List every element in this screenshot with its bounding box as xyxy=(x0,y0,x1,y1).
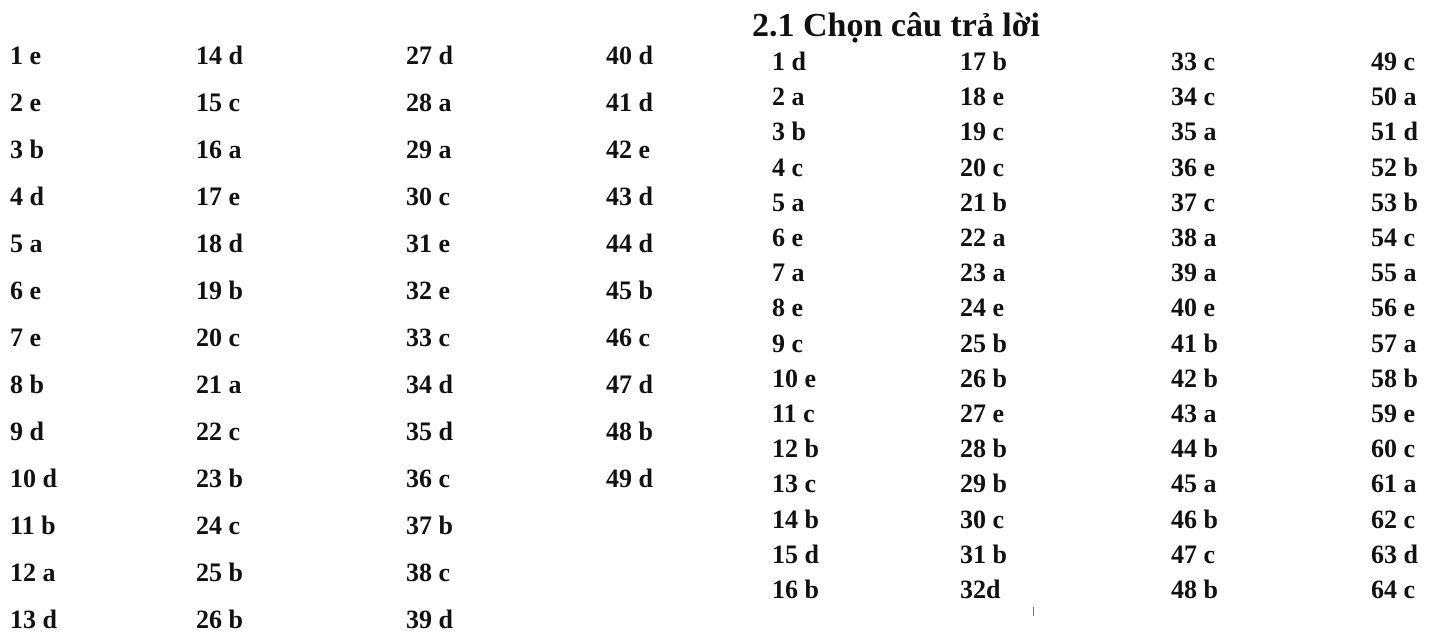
right-answer-cell: 20 c xyxy=(960,152,1005,182)
right-answer-cell: 17 b xyxy=(960,47,1007,76)
right-answer-cell: 1 d xyxy=(772,47,806,76)
right-answer-cell: 52 b xyxy=(1371,152,1418,182)
right-answer-cell: 28 b xyxy=(960,434,1007,464)
right-answer-cell: 50 a xyxy=(1371,82,1417,112)
left-answer-cell: 44 d xyxy=(606,229,653,258)
right-answer-cell: 27 e xyxy=(960,399,1005,428)
right-answer-cell: 30 c xyxy=(960,504,1005,534)
right-answer-cell: 41 b xyxy=(1171,328,1218,358)
right-answer-cell: 25 b xyxy=(960,328,1007,358)
right-answer-cell: 15 d xyxy=(772,539,819,569)
left-answer-cell: 35 d xyxy=(406,417,453,446)
left-answer-cell: 13 d xyxy=(10,605,57,634)
left-answer-cell: 2 e xyxy=(10,88,42,117)
right-answer-cell: 58 b xyxy=(1371,363,1418,393)
left-answer-cell: 33 c xyxy=(406,323,451,352)
left-answer-cell: 40 d xyxy=(606,41,653,70)
left-answer-cell: 34 d xyxy=(406,370,453,399)
left-answer-cell: 24 c xyxy=(196,511,241,540)
right-answer-cell: 12 b xyxy=(772,434,819,464)
left-answer-cell: 3 b xyxy=(10,135,44,164)
right-answer-cell: 47 c xyxy=(1171,539,1216,569)
right-answer-cell: 60 c xyxy=(1371,434,1416,464)
left-answer-cell: 45 b xyxy=(606,276,653,305)
right-answer-cell: 42 b xyxy=(1171,363,1218,393)
right-answer-cell: 55 a xyxy=(1371,258,1417,288)
right-answer-cell: 40 e xyxy=(1171,293,1216,323)
right-answer-cell: 22 a xyxy=(960,223,1006,252)
right-answer-cell: 37 c xyxy=(1171,187,1216,217)
left-answer-cell: 49 d xyxy=(606,464,653,493)
right-answer-cell: 2 a xyxy=(772,82,805,112)
left-answer-cell: 18 d xyxy=(196,229,243,258)
right-answer-cell: 39 a xyxy=(1171,258,1217,288)
right-answer-cell: 9 c xyxy=(772,328,804,358)
left-answer-cell: 23 b xyxy=(196,464,243,493)
right-answer-cell: 59 e xyxy=(1371,399,1416,428)
left-answer-cell: 28 a xyxy=(406,88,452,117)
right-answer-cell: 36 e xyxy=(1171,152,1216,182)
right-answer-cell: 44 b xyxy=(1171,434,1218,464)
left-answer-cell: 38 c xyxy=(406,558,451,587)
left-answer-cell: 26 b xyxy=(196,605,243,634)
right-answer-cell: 53 b xyxy=(1371,187,1418,217)
left-answer-cell: 42 e xyxy=(606,135,651,164)
section-heading: 2.1 Chọn câu trả lời xyxy=(752,7,1041,44)
right-answer-cell: 49 c xyxy=(1371,47,1416,76)
left-answer-cell: 9 d xyxy=(10,417,44,446)
right-answer-cell: 3 b xyxy=(772,117,806,147)
left-answer-cell: 19 b xyxy=(196,276,243,305)
right-answer-cell: 32d xyxy=(960,575,1001,604)
left-answer-cell: 22 c xyxy=(196,417,241,446)
right-answer-cell: 63 d xyxy=(1371,539,1418,569)
right-answer-cell: 18 e xyxy=(960,82,1005,112)
left-answer-cell: 27 d xyxy=(406,41,453,70)
left-answer-cell: 15 c xyxy=(196,88,241,117)
left-answer-cell: 14 d xyxy=(196,41,243,70)
page-divider-mark xyxy=(1033,607,1034,616)
right-answer-cell: 57 a xyxy=(1371,328,1417,358)
right-answer-cell: 31 b xyxy=(960,539,1007,569)
left-answer-cell: 1 e xyxy=(10,41,42,70)
right-answer-cell: 56 e xyxy=(1371,293,1416,323)
right-answer-cell: 34 c xyxy=(1171,82,1216,112)
left-answer-cell: 41 d xyxy=(606,88,653,117)
right-answer-cell: 61 a xyxy=(1371,469,1417,499)
right-answer-cell: 13 c xyxy=(772,469,817,499)
left-answer-cell: 11 b xyxy=(10,511,56,540)
right-answer-cell: 35 a xyxy=(1171,117,1217,147)
left-answer-cell: 6 e xyxy=(10,276,42,305)
right-answer-cell: 4 c xyxy=(772,152,804,182)
left-answer-cell: 21 a xyxy=(196,370,242,399)
right-answer-cell: 48 b xyxy=(1171,575,1218,604)
right-answer-cell: 45 a xyxy=(1171,469,1217,499)
left-answer-cell: 29 a xyxy=(406,135,452,164)
left-answer-cell: 46 c xyxy=(606,323,651,352)
left-answer-cell: 39 d xyxy=(406,605,453,634)
right-answer-cell: 51 d xyxy=(1371,117,1418,147)
left-answer-cell: 37 b xyxy=(406,511,453,540)
left-answer-cell: 25 b xyxy=(196,558,243,587)
right-answer-cell: 38 a xyxy=(1171,223,1217,252)
right-answer-cell: 62 c xyxy=(1371,504,1416,534)
left-answer-cell: 30 c xyxy=(406,182,451,211)
left-answer-cell: 10 d xyxy=(10,464,57,493)
right-answer-cell: 43 a xyxy=(1171,399,1217,428)
left-answer-cell: 47 d xyxy=(606,370,653,399)
right-answer-cell: 5 a xyxy=(772,187,805,217)
right-answer-cell: 46 b xyxy=(1171,504,1218,534)
right-answer-cell: 10 e xyxy=(772,363,817,393)
left-answer-cell: 32 e xyxy=(406,276,451,305)
right-answer-cell: 54 c xyxy=(1371,223,1416,252)
right-answer-cell: 16 b xyxy=(772,575,819,604)
left-answer-cell: 5 a xyxy=(10,229,43,258)
left-answer-cell: 20 c xyxy=(196,323,241,352)
right-answer-cell: 24 e xyxy=(960,293,1005,323)
left-answer-cell: 48 b xyxy=(606,417,653,446)
right-answer-cell: 33 c xyxy=(1171,47,1216,76)
right-answer-cell: 21 b xyxy=(960,187,1007,217)
right-answer-cell: 8 e xyxy=(772,293,804,323)
right-answer-cell: 26 b xyxy=(960,363,1007,393)
right-answer-cell: 6 e xyxy=(772,223,804,252)
left-answer-cell: 31 e xyxy=(406,229,451,258)
right-answer-cell: 11 c xyxy=(772,399,815,428)
left-answer-cell: 36 c xyxy=(406,464,451,493)
left-answer-cell: 4 d xyxy=(10,182,44,211)
left-answer-cell: 12 a xyxy=(10,558,56,587)
left-answer-cell: 17 e xyxy=(196,182,241,211)
left-answer-cell: 16 a xyxy=(196,135,242,164)
right-answer-cell: 23 a xyxy=(960,258,1006,288)
left-answer-cell: 43 d xyxy=(606,182,653,211)
left-answer-cell: 8 b xyxy=(10,370,44,399)
right-answer-cell: 14 b xyxy=(772,504,819,534)
left-answer-cell: 7 e xyxy=(10,323,42,352)
right-answer-cell: 64 c xyxy=(1371,575,1416,604)
right-answer-cell: 7 a xyxy=(772,258,805,288)
right-answer-cell: 29 b xyxy=(960,469,1007,499)
right-answer-cell: 19 c xyxy=(960,117,1005,147)
